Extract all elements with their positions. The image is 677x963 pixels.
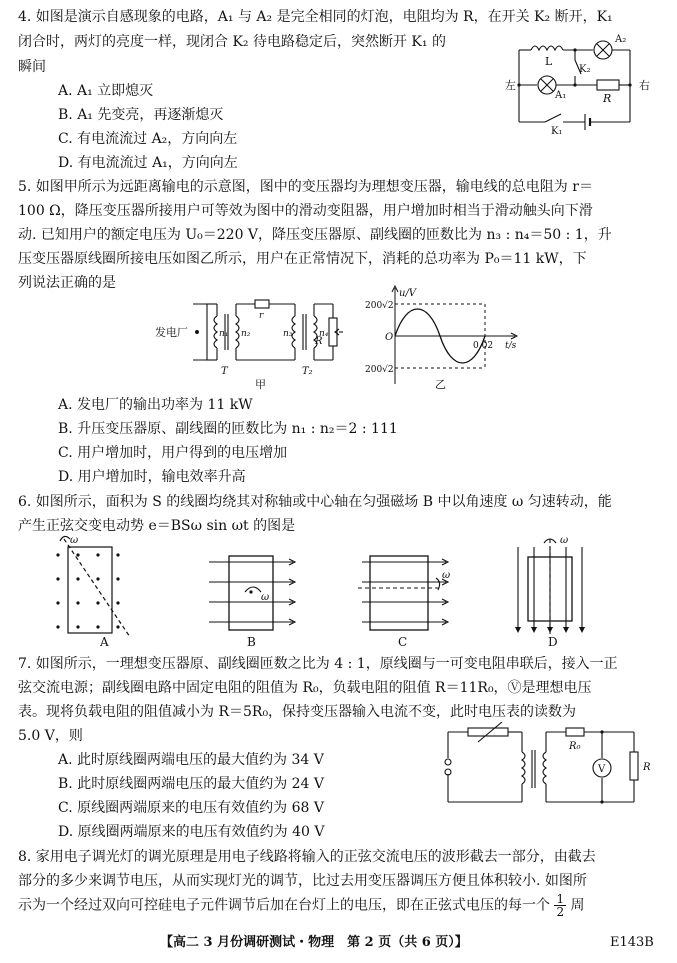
q5-graph-ymin: 200√2: [365, 365, 394, 375]
q4-option-a: A. A₁ 立即熄灭: [58, 83, 154, 99]
q4-label-a2: A₂: [615, 34, 627, 45]
q6-b-caption: B: [247, 635, 256, 648]
q5-stem-line3: 动. 已知用户的额定电压为 U₀＝220 V，降压变压器原、副线圈的匝数比为 n₃ : n₄＝50 : 1，升: [18, 227, 612, 243]
q4-option-b: B. A₁ 先变亮，再逐渐熄灭: [58, 107, 224, 123]
q6-figure-c: [358, 548, 458, 648]
q4-label-r: R: [603, 92, 612, 105]
q5-option-a: A. 发电厂的输出功率为 11 kW: [58, 397, 253, 413]
q6-figure-a: [50, 533, 160, 648]
q7-option-a: A. 此时原线圈两端电压的最大值约为 34 V: [58, 752, 324, 768]
q6-a-caption: A: [100, 635, 109, 648]
q5-label-t1: T: [221, 366, 228, 377]
q5-option-c: C. 用户增加时，用户得到的电压增加: [58, 445, 288, 461]
q5-option-d: D. 用户增加时，输电效率升高: [58, 469, 246, 485]
q5-caption-yi: 乙: [435, 378, 446, 391]
page-footer-code: E143B: [610, 935, 654, 950]
page-footer-title: 【高二 3 月份调研测试・物理 第 2 页（共 6 页）】: [160, 935, 468, 950]
q4-stem-line2: 闭合时，两灯的亮度一样，现闭合 K₂ 待电路稳定后，突然断开 K₁ 的: [18, 34, 446, 50]
q7-stem-line1: 7. 如图所示，一理想变压器原、副线圈匝数之比为 4 : 1，原线圈与一可变电阻串联后，接入一正: [18, 656, 618, 672]
q4-label-a1: A₁: [555, 90, 567, 101]
q4-label-k1: K₁: [551, 126, 563, 135]
q7-stem-line3: 表。现将负载电阻的阻值减小为 R＝5R₀，保持变压器输入电流不变，此时电压表的读数为: [18, 704, 577, 720]
q5-stem-line5: 列说法正确的是: [18, 275, 116, 291]
q8-stem-line1: 8. 家用电子调光灯的调光原理是用电子线路将输入的正弦交流电压的波形截去一部分，由截去: [18, 849, 596, 865]
q7-option-d: D. 原线圈两端原来的电压有效值约为 40 V: [58, 824, 325, 840]
q4-circuit-figure: [505, 30, 667, 135]
q7-label-v: V: [598, 764, 606, 775]
q6-d-caption: D: [548, 635, 558, 648]
q6-stem-line2: 产生正弦交变电动势 e＝BSω sin ωt 的图是: [18, 518, 296, 534]
q6-a-omega: ω: [70, 535, 79, 546]
q7-stem-line4: 5.0 V，则: [18, 728, 83, 744]
q5-label-n4: n₄: [319, 329, 329, 339]
q5-stem-line4: 压变压器原线圈所接电压如图乙所示，用户在正常情况下，消耗的总功率为 P₀＝11 kW，下: [18, 251, 587, 267]
q8-stem-line3: [18, 893, 585, 918]
q6-stem-line1: 6. 如图所示，面积为 S 的线圈均绕其对称轴或中心轴在匀强磁场 B 中以角速度 ω 匀速转动，能: [18, 494, 612, 510]
q4-label-left: 左: [505, 79, 516, 92]
q5-graph-ylabel: u/V: [399, 288, 417, 299]
q8-stem-line3-text: 示为一个经过双向可控硅电子元件调节后加在台灯上的电压，即在正弦式电压的每一个: [18, 897, 550, 914]
q5-label-big-r: R: [315, 336, 323, 347]
q4-label-l: L: [545, 55, 553, 68]
q5-label-t2: T₂: [302, 366, 313, 377]
q6-figure-b: [205, 548, 305, 648]
q5-label-n2: n₂: [241, 329, 251, 339]
q5-label-r: r: [259, 311, 264, 321]
q5-label-n3: n₃: [283, 329, 293, 339]
q5-stem-line1: 5. 如图甲所示为远距离输电的示意图，图中的变压器均为理想变压器，输电线的总电阻为 r＝: [18, 179, 593, 195]
q5-graph-xtick: 0.02: [473, 341, 494, 351]
q6-d-omega: ω: [560, 535, 569, 546]
q7-option-b: B. 此时原线圈两端电压的最大值约为 24 V: [58, 776, 325, 792]
q8-fraction-denominator: 2: [556, 905, 565, 919]
q8-fraction: [554, 893, 566, 918]
q7-option-c: C. 原线圈两端原来的电压有效值约为 68 V: [58, 800, 324, 816]
q4-option-c: C. 有电流流过 A₂，方向向左: [58, 131, 238, 147]
q5-graph-origin: O: [385, 332, 394, 343]
q8-fraction-numerator: 1: [556, 892, 565, 906]
q6-figure-d: [510, 533, 600, 648]
q5-option-b: B. 升压变压器原、副线圈的匝数比为 n₁ : n₂＝2 : 111: [58, 421, 398, 437]
q8-stem-line2: 部分的多少来调节电压，从而实现灯光的调节，比过去用变压器调压方便且体积较小. 如图所: [18, 873, 587, 889]
q5-graph-ymax: 200√2: [365, 301, 394, 311]
q4-label-k2: K₂: [579, 64, 591, 75]
q5-graph-xlabel: t/s: [505, 341, 517, 351]
q5-voltage-graph: [365, 282, 530, 392]
q7-transformer-circuit: [438, 722, 663, 812]
q4-stem-line1: 4. 如图是演示自感现象的电路，A₁ 与 A₂ 是完全相同的灯泡，电阻均为 R，在开关 K₂ 断开，K₁: [18, 9, 613, 25]
q5-label-source: 发电厂: [155, 326, 188, 339]
q5-stem-line2: 100 Ω，降压变压器所接用户可等效为图中的滑动变阻器，用户增加时相当于滑动触头向下滑: [18, 203, 593, 219]
q7-label-r0: R₀: [569, 741, 581, 752]
q7-stem-line2: 弦交流电源；副线圈电路中固定电阻的阻值为 R₀，负载电阻的阻值 R＝11R₀，Ⓥ是理想电压: [18, 680, 592, 696]
q4-stem-line3: 瞬间: [18, 59, 46, 75]
q6-c-caption: C: [398, 635, 408, 648]
q8-stem-line3-end: 周: [570, 897, 585, 914]
q7-label-r: R: [643, 762, 651, 773]
q5-caption-jia: 甲: [255, 378, 266, 391]
q6-b-omega: ω: [261, 592, 270, 603]
q5-label-n1: n₁: [219, 329, 229, 339]
q6-c-omega: ω: [442, 570, 451, 581]
q4-option-d: D. 有电流流过 A₁，方向向左: [58, 155, 238, 171]
q4-label-right: 右: [639, 79, 650, 92]
q5-transmission-figure: [155, 292, 355, 392]
